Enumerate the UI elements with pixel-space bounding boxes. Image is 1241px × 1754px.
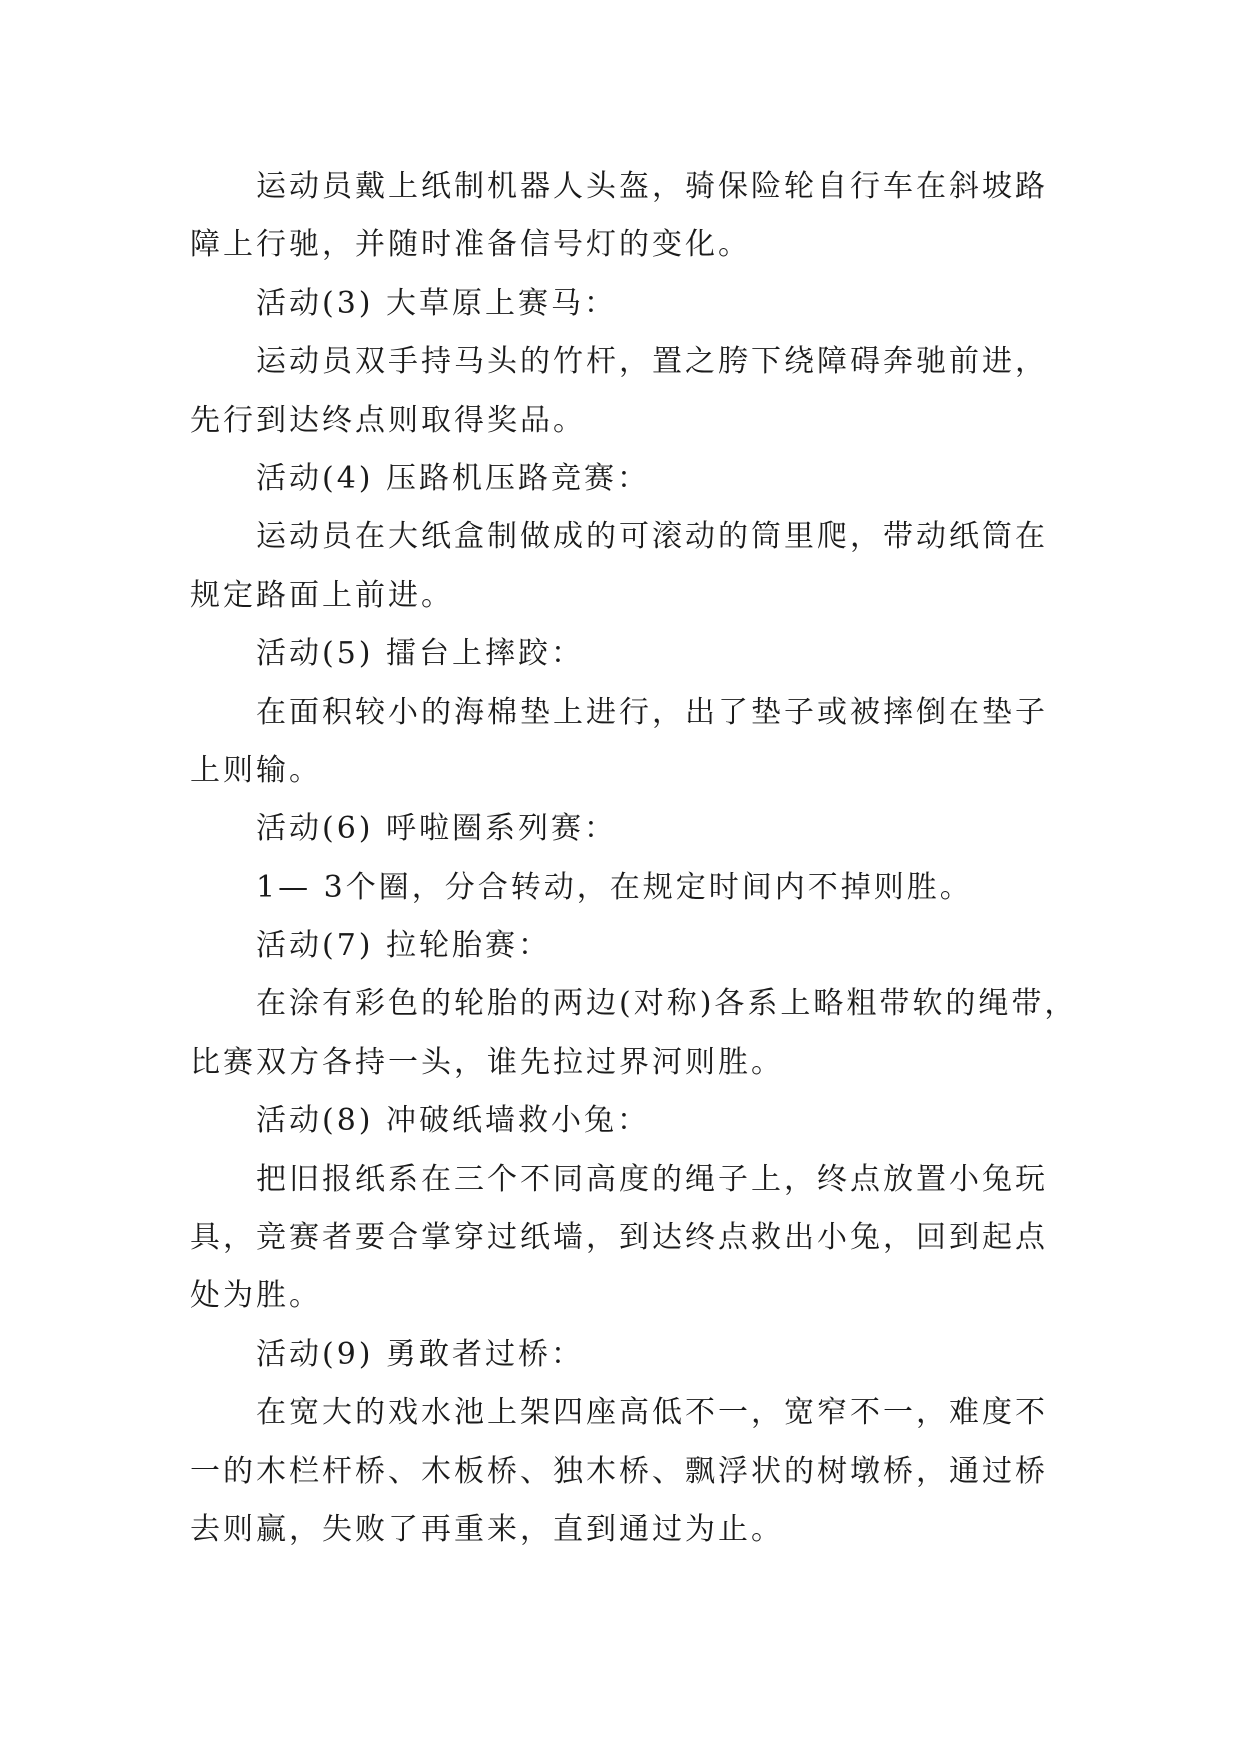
activity-heading: 活动(9) 勇敢者过桥：: [256, 1336, 585, 1372]
text-line: 比赛双方各持一头，谁先拉过界河则胜。: [190, 1044, 784, 1080]
text-line: 具，竞赛者要合掌穿过纸墙，到达终点救出小兔，回到起点: [190, 1220, 1048, 1256]
text-line: 把旧报纸系在三个不同高度的绳子上，终点放置小兔玩: [256, 1161, 1048, 1197]
text-line: 在涂有彩色的轮胎的两边(对称)各系上略粗带软的绳带，: [256, 986, 1078, 1022]
text-line: 上则输。: [190, 752, 322, 788]
text-line: 运动员戴上纸制机器人头盔，骑保险轮自行车在斜坡路: [256, 169, 1048, 204]
text-line: 处为胜。: [190, 1278, 322, 1314]
text-line: 规定路面上前进。: [190, 577, 454, 613]
text-line: 先行到达终点则取得奖品。: [190, 402, 586, 438]
activity-heading: 活动(3) 大草原上赛马：: [256, 285, 618, 321]
document-body: [190, 158, 1078, 1559]
text-line: 去则赢，失败了再重来，直到通过为止。: [190, 1511, 784, 1547]
text-line: 在面积较小的海棉垫上进行，出了垫子或被摔倒在垫子: [256, 694, 1048, 730]
text-line: 一的木栏杆桥、木板桥、独木桥、飘浮状的树墩桥，通过桥: [190, 1453, 1048, 1489]
text-line: 运动员在大纸盒制做成的可滚动的筒里爬，带动纸筒在: [256, 519, 1048, 555]
text-line: 在宽大的戏水池上架四座高低不一，宽窄不一，难度不: [256, 1395, 1048, 1431]
activity-heading: 活动(8) 冲破纸墙救小兔：: [256, 1103, 651, 1139]
text-line: 障上行驰，并随时准备信号灯的变化。: [190, 227, 751, 263]
activity-heading: 活动(5) 擂台上摔跤：: [256, 636, 585, 672]
activity-heading: 活动(6) 呼啦圈系列赛：: [256, 811, 618, 847]
text-line: 运动员双手持马头的竹杆，置之胯下绕障碍奔驰前进，: [256, 344, 1048, 380]
activity-heading: 活动(7) 拉轮胎赛：: [256, 928, 552, 964]
text-line: 1— 3个圈，分合转动，在规定时间内不掉则胜。: [256, 869, 973, 905]
activity-heading: 活动(4) 压路机压路竞赛：: [256, 460, 651, 496]
